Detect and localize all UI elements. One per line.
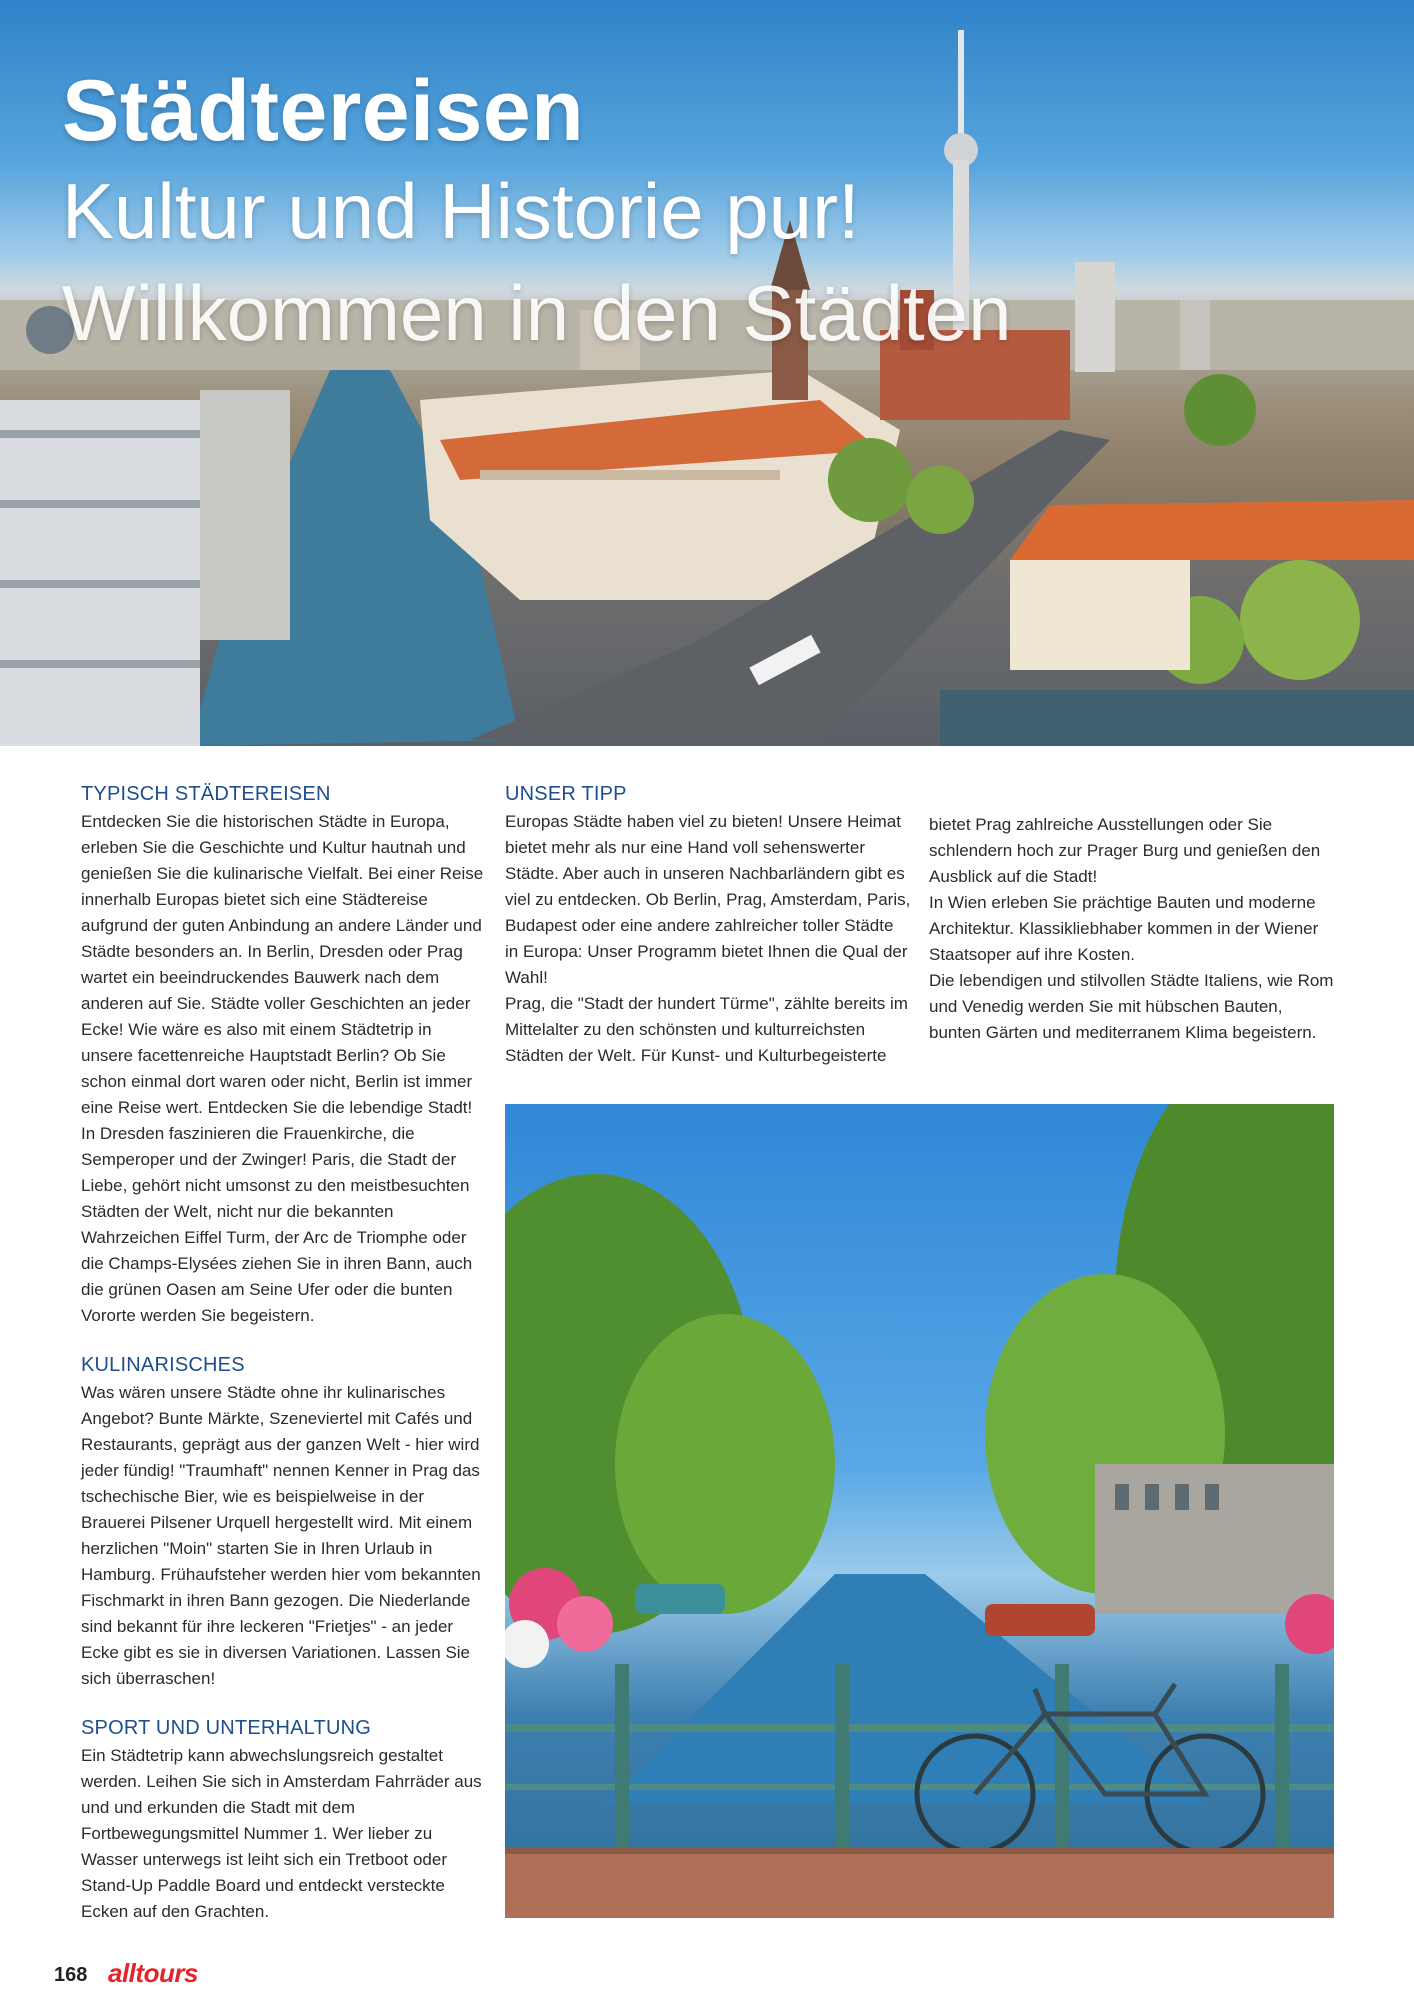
section-heading-tipp: UNSER TIPP — [505, 783, 627, 805]
page-subtitle-line2: Willkommen in den Städten — [62, 269, 1012, 357]
tipp-paragraph-5: Die lebendigen und stilvollen Städte Italiens, wie Rom und Venedig werden Sie mit hübschen Bauten, bunten Gärten und mediterranem Klima begeistern. — [929, 971, 1334, 1042]
text-column-left — [81, 780, 485, 1947]
tipp-paragraph-3: bietet Prag zahlreiche Ausstellungen oder Sie schlendern hoch zur Prager Burg und genießen den Ausblick auf die Stadt! — [929, 815, 1321, 886]
section-text-sport: Ein Städtetrip kann abwechslungsreich gestaltet werden. Leihen Sie sich in Amsterdam Fahrräder aus und und erkunden die Stadt mit dem Fortbewegungsmittel Nummer 1. Wer lieber zu Wasser unterwegs ist leiht sich ein Tretboot oder Stand-Up Paddle Board und entdeckt versteckte Ecken auf den Grachten. — [81, 1746, 482, 1921]
section-kulinarisches — [81, 1351, 485, 1692]
section-heading-sport: SPORT UND UNTERHALTUNG — [81, 1717, 371, 1739]
section-heading-kulinarisches: KULINARISCHES — [81, 1354, 245, 1376]
section-text-typisch: Entdecken Sie die historischen Städte in Europa, erleben Sie die Geschichte und Kultur hautnah und genießen Sie die kulinarische Vielfalt. Bei einer Reise innerhalb Europas bietet sich eine Städtereise aufgrund der guten Anbindung an andere Länder und Städte besonders an. In Berlin, Dresden oder Prag wartet ein beeindruckendes Bauwerk nach dem anderen auf Sie. Städte voller Geschichten an jeder Ecke! Wie wäre es also mit einem Städtetrip in unsere facettenreiche Hauptstadt Berlin? Ob Sie schon einmal dort waren oder nicht, Berlin ist immer eine Reise wert. Entdecken Sie die lebendige Stadt! In Dresden faszinieren die Frauenkirche, die Semperoper und der Zwinger! Paris, die Stadt der Liebe, gehört nicht umsonst zu den meistbesuchten Städten der Welt, nicht nur die bekannten Wahrzeichen Eiffel Turm, der Arc de Triomphe oder die Champs-Elysées ziehen Sie in ihren Bann, auch die grünen Oasen am Seine Ufer oder die bunten Vororte werden Sie begeistern. — [81, 812, 484, 1325]
text-column-middle — [505, 780, 911, 1069]
section-text-kulinarisches: Was wären unsere Städte ohne ihr kulinarisches Angebot? Bunte Märkte, Szeneviertel mit Cafés und Restaurants, geprägt aus der ganzen Welt - hier wird jeder fündig! "Traumhaft" nennen Kenner in Prag das tschechische Bier, wie es beispielweise in der Brauerei Pilsener Urquell hergestellt wird. Mit einem herzlichen "Moin" starten Sie in Ihren Urlaub in Hamburg. Frühaufsteher werden hier vom bekannten Fischmarkt in ihren Bann gezogen. Die Niederlande sind bekannt für ihre leckeren "Frietjes" - an jeder Ecke gibt es sie in diversen Variationen. Lassen Sie sich überraschen! — [81, 1383, 481, 1688]
canal-bicycle-photo — [505, 1104, 1334, 1918]
page-subtitle-line1: Kultur und Historie pur! — [62, 167, 860, 255]
section-sport — [81, 1714, 485, 1925]
hero-city-photo — [0, 0, 1414, 746]
amsterdam-canal-illustration — [505, 1104, 1334, 1918]
text-column-right — [929, 812, 1334, 1046]
page-number: 168 — [54, 1964, 88, 1986]
section-heading-typisch: TYPISCH STÄDTEREISEN — [81, 783, 331, 805]
page-title: Städtereisen — [62, 63, 585, 159]
tipp-paragraph-1: Europas Städte haben viel zu bieten! Unsere Heimat bietet mehr als nur eine Hand voll sehenswerter Städte. Aber auch in unseren Nachbarländern gibt es viel zu entdecken. Ob Berlin, Prag, Amsterdam, Paris, Budapest oder eine andere zahlreicher toller Städte in Europa: Unser Programm bietet Ihnen die Qual der Wahl! — [505, 812, 911, 987]
section-typisch — [81, 780, 485, 1329]
tipp-paragraph-4: In Wien erleben Sie prächtige Bauten und moderne Architektur. Klassikliebhaber kommen in der Wiener Staatsoper auf ihre Kosten. — [929, 893, 1319, 964]
brand-logo: alltours — [108, 1958, 198, 1988]
tipp-paragraph-2: Prag, die "Stadt der hundert Türme", zählte bereits im Mittelalter zu den schönsten und kulturreichsten Städten der Welt. Für Kunst- und Kulturbegeisterte — [505, 994, 908, 1065]
